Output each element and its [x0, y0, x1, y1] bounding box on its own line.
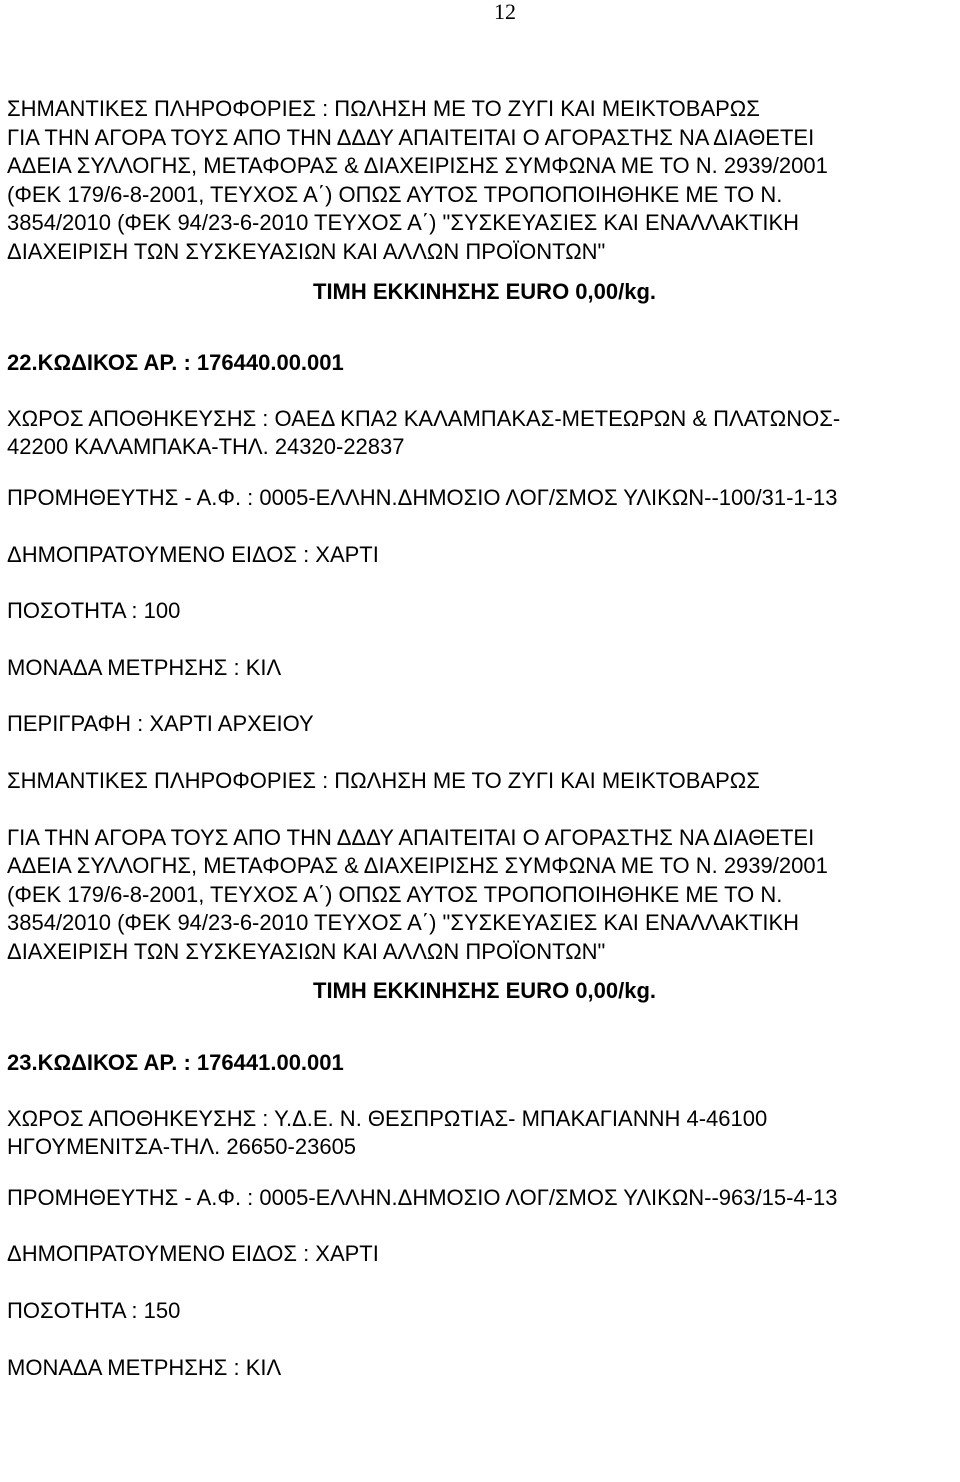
supplier: ΠΡΟΜΗΘΕΥΤΗΣ - Α.Φ. : 0005-ΕΛΛΗΝ.ΔΗΜΟΣΙΟ ΛΟΓ/ΣΜΟΣ ΥΛΙΚΩΝ--963/15-4-13 — [7, 1184, 838, 1210]
unit-of-measure: ΜΟΝΑΔΑ ΜΕΤΡΗΣΗΣ : ΚΙΛ — [7, 654, 282, 680]
storage-line: ΗΓΟΥΜΕΝΙΤΣΑ-ΤΗΛ. 26650-23605 — [7, 1134, 357, 1160]
note-line: ΑΔΕΙΑ ΣΥΛΛΟΓΗΣ, ΜΕΤΑΦΟΡΑΣ & ΔΙΑΧΕΙΡΙΣΗΣ ΣΥΜΦΩΝΑ ΜΕ ΤΟ Ν. 2939/2001 — [7, 853, 828, 879]
storage-line: ΧΩΡΟΣ ΑΠΟΘΗΚΕΥΣΗΣ : Υ.Δ.Ε. Ν. ΘΕΣΠΡΩΤΙΑΣ- ΜΠΑΚΑΓΙΑΝΝΗ 4-46100 — [7, 1105, 768, 1131]
note-line: (ΦΕΚ 179/6-8-2001, ΤΕΥΧΟΣ Α΄) ΟΠΩΣ ΑΥΤΟΣ ΤΡΟΠΟΠΟΙΗΘΗΚΕ ΜΕ ΤΟ Ν. — [7, 881, 783, 907]
item-code: 22.ΚΩΔΙΚΟΣ ΑΡ. : 176440.00.001 — [7, 350, 344, 376]
lead-notes — [7, 95, 955, 267]
supplier: ΠΡΟΜΗΘΕΥΤΗΣ - Α.Φ. : 0005-ΕΛΛΗΝ.ΔΗΜΟΣΙΟ ΛΟΓ/ΣΜΟΣ ΥΛΙΚΩΝ--100/31-1-13 — [7, 484, 838, 510]
notes — [7, 824, 955, 967]
note-line: 3854/2010 (ΦΕΚ 94/23-6-2010 ΤΕΥΧΟΣ Α΄) "ΣΥΣΚΕΥΑΣΙΕΣ ΚΑΙ ΕΝΑΛΛΑΚΤΙΚΗ — [7, 210, 800, 236]
notes-title: ΣΗΜΑΝΤΙΚΕΣ ΠΛΗΡΟΦΟΡΙΕΣ : ΠΩΛΗΣΗ ΜΕ ΤΟ ΖΥΓΙ ΚΑΙ ΜΕΙΚΤΟΒΑΡΩΣ — [7, 767, 760, 793]
item-code: 23.ΚΩΔΙΚΟΣ ΑΡ. : 176441.00.001 — [7, 1050, 344, 1076]
unit-of-measure: ΜΟΝΑΔΑ ΜΕΤΡΗΣΗΣ : ΚΙΛ — [7, 1354, 282, 1380]
note-line: ΔΙΑΧΕΙΡΙΣΗ ΤΩΝ ΣΥΣΚΕΥΑΣΙΩΝ ΚΑΙ ΑΛΛΩΝ ΠΡΟΪΟΝΤΩΝ" — [7, 938, 606, 964]
note-line: ΓΙΑ ΤΗΝ ΑΓΟΡΑ ΤΟΥΣ ΑΠΟ ΤΗΝ ΔΔΔΥ ΑΠΑΙΤΕΙΤΑΙ Ο ΑΓΟΡΑΣΤΗΣ ΝΑ ΔΙΑΘΕΤΕΙ — [7, 824, 815, 850]
quantity: ΠΟΣΟΤΗΤΑ : 100 — [7, 598, 181, 624]
note-line: (ΦΕΚ 179/6-8-2001, ΤΕΥΧΟΣ Α΄) ΟΠΩΣ ΑΥΤΟΣ ΤΡΟΠΟΠΟΙΗΘΗΚΕ ΜΕ ΤΟ Ν. — [7, 181, 783, 207]
note-line: ΣΗΜΑΝΤΙΚΕΣ ΠΛΗΡΟΦΟΡΙΕΣ : ΠΩΛΗΣΗ ΜΕ ΤΟ ΖΥΓΙ ΚΑΙ ΜΕΙΚΤΟΒΑΡΩΣ — [7, 96, 760, 121]
note-line: ΓΙΑ ΤΗΝ ΑΓΟΡΑ ΤΟΥΣ ΑΠΟ ΤΗΝ ΔΔΔΥ ΑΠΑΙΤΕΙΤΑΙ Ο ΑΓΟΡΑΣΤΗΣ ΝΑ ΔΙΑΘΕΤΕΙ — [7, 124, 815, 150]
page-number: 12 — [494, 0, 516, 24]
item-type: ΔΗΜΟΠΡΑΤΟΥΜΕΝΟ ΕΙΔΟΣ : ΧΑΡΤΙ — [7, 1241, 379, 1267]
note-line: 3854/2010 (ΦΕΚ 94/23-6-2010 ΤΕΥΧΟΣ Α΄) "ΣΥΣΚΕΥΑΣΙΕΣ ΚΑΙ ΕΝΑΛΛΑΚΤΙΚΗ — [7, 910, 800, 936]
quantity: ΠΟΣΟΤΗΤΑ : 150 — [7, 1298, 181, 1324]
note-line: ΑΔΕΙΑ ΣΥΛΛΟΓΗΣ, ΜΕΤΑΦΟΡΑΣ & ΔΙΑΧΕΙΡΙΣΗΣ ΣΥΜΦΩΝΑ ΜΕ ΤΟ Ν. 2939/2001 — [7, 153, 828, 179]
storage-location — [7, 405, 955, 462]
document-body — [7, 95, 955, 1382]
description: ΠΕΡΙΓΡΑΦΗ : ΧΑΡΤΙ ΑΡΧΕΙΟΥ — [7, 711, 314, 737]
storage-line: ΧΩΡΟΣ ΑΠΟΘΗΚΕΥΣΗΣ : ΟΑΕΔ ΚΠΑ2 ΚΑΛΑΜΠΑΚΑΣ-ΜΕΤΕΩΡΩΝ & ΠΛΑΤΩΝΟΣ- — [7, 405, 841, 431]
storage-line: 42200 ΚΑΛΑΜΠΑΚΑ-ΤΗΛ. 24320-22837 — [7, 434, 405, 460]
starting-price: ΤΙΜΗ ΕΚΚΙΝΗΣΗΣ EURO 0,00/kg. — [313, 978, 657, 1004]
item-type: ΔΗΜΟΠΡΑΤΟΥΜΕΝΟ ΕΙΔΟΣ : ΧΑΡΤΙ — [7, 541, 379, 567]
starting-price: ΤΙΜΗ ΕΚΚΙΝΗΣΗΣ EURO 0,00/kg. — [313, 278, 657, 304]
note-line: ΔΙΑΧΕΙΡΙΣΗ ΤΩΝ ΣΥΣΚΕΥΑΣΙΩΝ ΚΑΙ ΑΛΛΩΝ ΠΡΟΪΟΝΤΩΝ" — [7, 238, 606, 264]
storage-location — [7, 1105, 955, 1162]
